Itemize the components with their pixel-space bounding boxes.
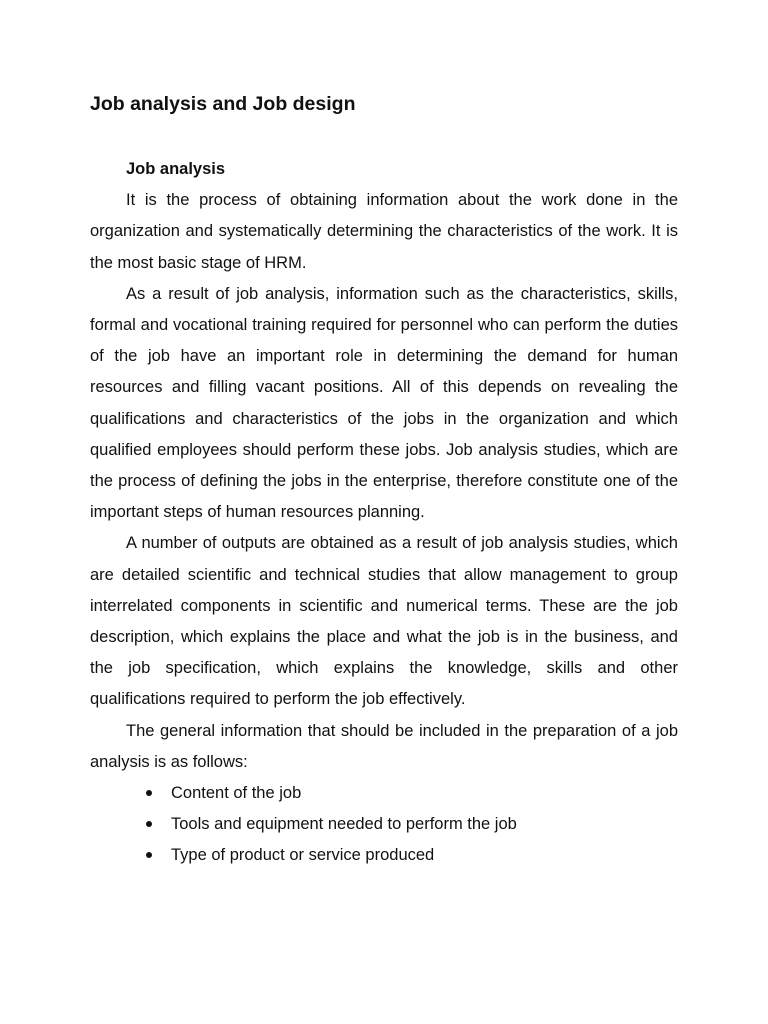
paragraph-definition: It is the process of obtaining information about the work done in the organization and systematically determining the characteristics of the work. It is the most basic stage of HRM. <box>90 191 678 272</box>
list-item <box>146 809 678 840</box>
bullet-icon <box>146 821 152 827</box>
list-item-text: Content of the job <box>171 784 302 803</box>
document-title: Job analysis and Job design <box>90 93 356 115</box>
list-item <box>146 778 678 809</box>
paragraph-outputs: A number of outputs are obtained as a result of job analysis studies, which are detailed scientific and technical studies that allow management to group interrelated components in scientific and numerical terms. These are the job description, which explains the place and what the job is in the business, and the job specification, which explains the knowledge, skills and other qualifications required to perform the job effectively. <box>90 534 678 709</box>
list-item-text: Type of product or service produced <box>171 846 435 865</box>
document-page <box>90 88 678 872</box>
section-heading: Job analysis <box>126 160 226 178</box>
bullet-icon <box>146 790 152 796</box>
paragraph-results: As a result of job analysis, information such as the characteristics, skills, formal and vocational training required for personnel who can perform the duties of the job have an important role in determining the demand for human resources and filling vacant positions. All of this depends on revealing the qualifications and characteristics of the jobs in the organization and which qualified employees should perform these jobs. Job analysis studies, which are the process of defining the jobs in the enterprise, therefore constitute one of the important steps of human resources planning. <box>90 284 678 522</box>
paragraph-general-info: The general information that should be included in the preparation of a job analysis is as follows: <box>90 721 678 771</box>
bullet-icon <box>146 852 152 858</box>
list-item-text: Tools and equipment needed to perform the job <box>171 815 517 834</box>
bullet-list <box>90 778 678 872</box>
list-item <box>146 840 678 871</box>
